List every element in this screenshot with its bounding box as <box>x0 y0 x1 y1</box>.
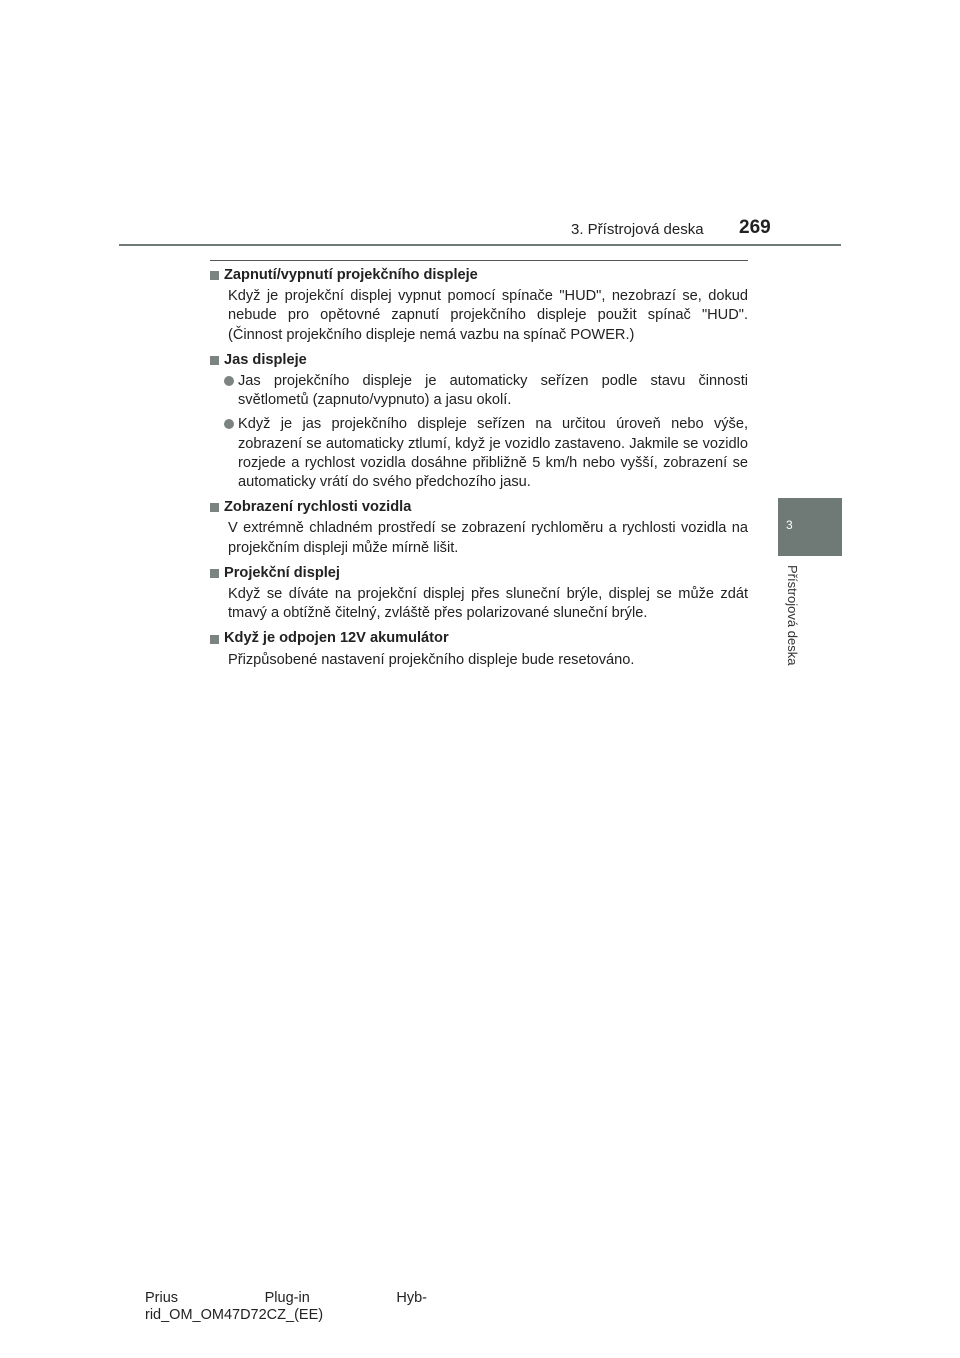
square-bullet-icon <box>210 635 219 644</box>
chapter-title: 3. Přístrojová deska <box>571 221 704 238</box>
section-brightness <box>210 351 748 492</box>
section-title: Zobrazení rychlosti vozidla <box>224 499 412 516</box>
square-bullet-icon <box>210 569 219 578</box>
footer-line: rid_OM_OM47D72CZ_(EE) <box>145 1307 324 1323</box>
square-bullet-icon <box>210 503 219 512</box>
section-text: Přizpůsobené nastavení projekčního displeje bude resetováno. <box>228 651 635 668</box>
chapter-tab-number: 3 <box>786 518 793 532</box>
section-text: Když se díváte na projekční displej přes sluneční brýle, displej se může zdát tmavý a obtížně čitelný, zvláště přes polarizované sluneční brýle. <box>228 586 748 622</box>
square-bullet-icon <box>210 356 219 365</box>
section-title: Když je odpojen 12V akumulátor <box>224 630 449 647</box>
content-area <box>210 266 748 676</box>
footer-doc-id <box>145 1290 427 1324</box>
header-divider <box>119 244 841 246</box>
footer-word: Hyb- <box>396 1290 427 1306</box>
section-head-up-display <box>210 564 748 624</box>
footer-word: Plug-in <box>264 1290 310 1306</box>
section-title: Projekční displej <box>224 564 340 581</box>
section-hud-on-off <box>210 266 748 345</box>
section-title: Zapnutí/vypnutí projekčního displeje <box>224 267 478 283</box>
circle-bullet-icon <box>224 419 234 429</box>
list-item-text: Jas projekčního displeje je automaticky seřízen podle stavu činnosti světlometů (zapnuto/vypnuto) a jasu okolí. <box>238 373 748 409</box>
list-item-text: Když je jas projekčního displeje seřízen na určitou úroveň nebo výše, zobrazení se automaticky ztlumí, když je vozidlo zastaveno. Jakmile se vozidlo rozjede a rychlost vozidla dosáhne přibližně 5 km/h nebo vyšší, zobrazení se automaticky vrátí do svého předchozího jasu. <box>238 416 748 491</box>
section-title: Jas displeje <box>224 351 307 368</box>
section-battery-disconnected <box>210 629 748 669</box>
content-divider <box>210 260 748 261</box>
page-number: 269 <box>739 217 771 238</box>
section-speed-display <box>210 498 748 558</box>
footer-word: Prius <box>145 1290 179 1306</box>
section-text: Když je projekční displej vypnut pomocí spínače "HUD", nezobrazí se, dokud nebude pro opětovné zapnutí projekčního displeje použit spínač "HUD". (Činnost projekčního displeje nemá vazbu na spínač POWER.) <box>228 288 748 343</box>
list-item <box>210 415 748 492</box>
list-item <box>210 372 748 410</box>
section-text: V extrémně chladném prostředí se zobrazení rychloměru a rychlosti vozidla na projekčním displeji může mírně lišit. <box>228 520 748 556</box>
square-bullet-icon <box>210 271 219 280</box>
circle-bullet-icon <box>224 376 234 386</box>
chapter-tab-label: Přístrojová deska <box>785 565 800 666</box>
